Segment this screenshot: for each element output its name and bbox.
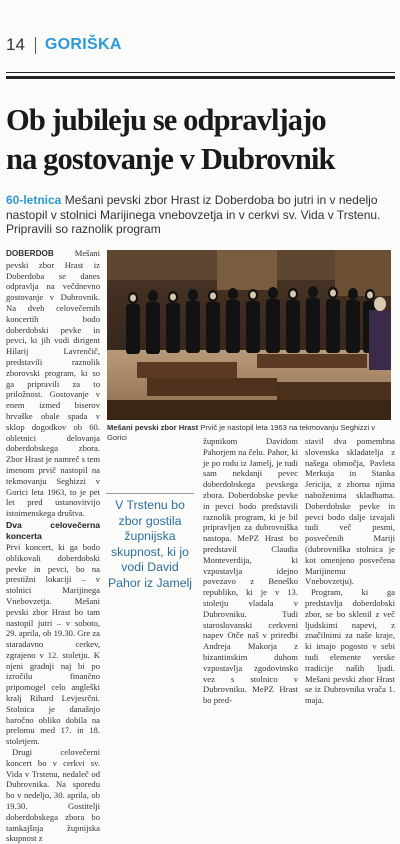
article-lead <box>6 193 396 237</box>
subheading: Dva celovečerna koncerta <box>6 519 100 541</box>
column-4 <box>305 436 395 706</box>
page-header <box>6 34 122 56</box>
headline-line-1: Ob jubileju se odpravljajo <box>6 103 326 137</box>
paragraph: župnikom Davidom Pahorjem na čelu. Pahor, ki je po rodu iz Jamelj, je tudi sam nekdanji pevec doberdobskega pevskega zbora. Doberdobske pevke in pevci bodo predstavili raznolik program, ki je bil pripravljen za dubrovniška nastopa. MePZ Hrast bo predstavil Claudia Monteverdija, ki vzpostavlja idejno povezavo z Beneško republiko, ki je v 13. stoletju vladala v Dubrovniku. Tudi staroslovanski cerkveni napev Otče naš v priredbi Andreja Makorja z bizantinskim duhom vzpostavlja zgodovinsko vez s stolnico v Dubrovniku. MePZ Hrast bo pred- <box>203 436 298 706</box>
paragraph: Drugi celovečerni koncert bo v cerkvi sv. Vida v Trstenu, nedaleč od Dubrovnika. Na sporedu bo v nedeljo, 30. aprila, ob 19.30. Gostitelji doberdobskega zbora bo tamkajšnja župnijska skupnost z <box>6 747 100 844</box>
pull-quote: V Trstenu bo zbor gostila župnijska skupnost, ki jo vodi David Pahor iz Jamelj <box>106 493 194 591</box>
lead-text: Mešani pevski zbor Hrast iz Doberdoba bo jutri in v nedeljo nastopil v stolnici Marijinega vnebovzetja in v cerkvi sv. Vida v Trstenu. Pripravili so raznolik program <box>6 193 381 236</box>
paragraph-text: Mešani pevski zbor Hrast iz Doberdoba se danes odpravlja na večdnevno gostovanje v Dubrovnik. Na dveh celovečernih koncertih bodo doberdobski pevke in pevci, ki jih vodi dirigent Hilarij Lavrenčič, predstavili raznolik zborovski program, ki so ga pripravili za to priložnost. Gostovanje v enem izmed biserov hrvaške obale spada v sklop dogodkov ob 60. obletnici delovanja doberdobskega zbora. Zbor Hrast je namreč s tem imenom prvič nastopil na tekmovanju Seghizzi v Gorici leta 1963, to je pet let pred ustanovitvijo istoimenskega društva. <box>6 248 100 519</box>
article-headline <box>6 101 398 179</box>
column-1 <box>6 248 100 844</box>
paragraph <box>6 248 100 519</box>
dateline: DOBERDOB <box>6 249 54 258</box>
paragraph: Program, ki ga predstavlja doberdobski zbor, se bo sklenil z več ljudskimi napevi, z značilnimi za naše kraje, ki imajo pogosto v sebi tudi elemente verske tradicije naših ljudi. Mešani pevski zbor Hrast se iz Dubrovnika vrača 1. maja. <box>305 587 395 706</box>
kicker: 60-letnica <box>6 193 62 207</box>
header-rule-thin <box>6 72 395 73</box>
caption-title: Mešani pevski zbor Hrast <box>107 423 199 432</box>
choir-photo-illustration <box>107 250 391 420</box>
caption-text: Prvič je nastopil leta 1963 na tekmovanju Seghizzi v Gorici <box>107 423 376 442</box>
paragraph: Prvi koncert, ki ga bodo oblikovali doberdobski pevke in pevci, bo na prestižni lokaciji – v stolnici Marijinega Vnebovzetja. Mešani pevski zbor Hrast bo tam nastopil jutri – v soboto, 29. aprila, ob 19.30. Gre za staradavno cerkev, zgrajeno v 12. stoletju. K njeni gradnji naj bi po izročilu finančno pripomogel celo angleški kralj Rihard Levjesrčni. Stolnica je današnjo baročno obliko dobila na prelomu med 17. in 18. stoletjem. <box>6 541 100 747</box>
header-rule-thick <box>6 76 395 79</box>
headline-line-2: na gostovanje v Dubrovnik <box>6 142 335 176</box>
choir-photo <box>107 250 391 420</box>
header-separator <box>35 37 36 54</box>
page-number: 14 <box>6 35 25 54</box>
section-label: GORIŠKA <box>44 36 122 53</box>
paragraph: stavil dva pomembna slovenska skladatelja z našega območja, Pavleta Merkuja in Stanka Jericija, z zborna njima naboženima skladbama. Doberdobske pevke in pevci bodo dalje izvajali tudi več pesmi, posvečenih Mariji (dubrovniška stolnica je kot omenjeno posvečena Marijinemu Vnebovzetju). <box>305 436 395 587</box>
column-3 <box>203 436 298 706</box>
